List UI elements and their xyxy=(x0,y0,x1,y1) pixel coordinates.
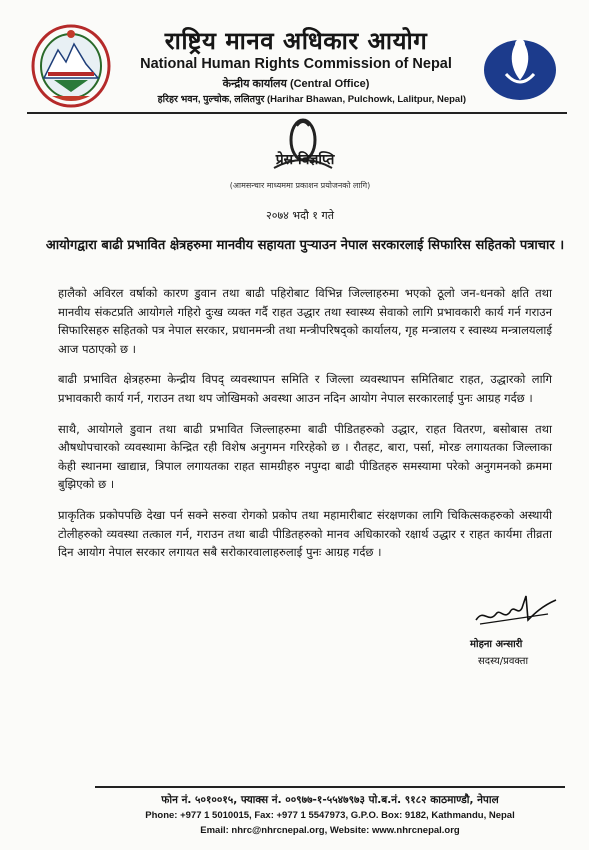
press-release-logo-icon xyxy=(268,118,338,180)
footer-contact-nepali: फोन नं. ५०१००१५, फ्याक्स नं. ००९७७-१-५५४७९७३ पो.ब.नं. ९१८२ काठमाण्डौ, नेपाल xyxy=(161,794,499,806)
nepal-emblem-icon xyxy=(30,20,112,110)
signatory-name: मोहना अन्सारी xyxy=(470,639,523,650)
paragraph-2: बाढी प्रभावित क्षेत्रहरुमा केन्द्रीय विपद् व्यवस्थापन समिति र जिल्ला व्यवस्थापन समितिबाट राहत, उद्धारको लागि प्रभावकारी कार्य गर्न, गराउन तथा थप जोखिमको अवस्था आउन नदिन आयोग नेपाल सरकारलाई पुनः आग्रह गर्दछ । xyxy=(58,372,552,405)
release-date: २०७४ भदौ १ गते xyxy=(266,209,334,222)
footer-divider xyxy=(95,786,565,788)
paragraph-1: हालैको अविरल वर्षाको कारण डुवान तथा बाढी पहिरोबाट विभिन्न जिल्लाहरुमा भएको ठूलो जन-धनको क्षति तथा मानवीय संकटप्रति आयोगले गहिरो दुःख व्यक्त गर्दै राहत उद्धार तथा स्वास्थ्य सेवाको लागि प्रभावकारी कार्य गर्न गराउन सिफारिसहरु सहितको पत्र नेपाल सरकार, प्रधानमन्त्री तथा मन्त्रीपरिषद्को कार्यालय, गृह मन्त्रालय र स्वास्थ्य मन्त्रालयलाई आज पठाएको छ । xyxy=(58,286,552,356)
press-release-note: (आमसन्चार माध्यममा प्रकाशन प्रयोजनको लागि) xyxy=(229,181,371,190)
release-headline: आयोगद्वारा बाढी प्रभावित क्षेत्रहरुमा मानवीय सहायता पुर्‍याउन नेपाल सरकारलाई सिफारिस सहितको पत्राचार । xyxy=(45,238,565,253)
letterhead-divider xyxy=(27,112,567,114)
nhrc-logo-icon xyxy=(480,28,560,108)
paragraph-4: प्राकृतिक प्रकोपपछि देखा पर्न सक्ने सरुवा रोगको प्रकोप तथा महामारीबाट संरक्षणका लागि चिकित्सकहरुको अस्थायी टोलीहरुको व्यवस्था तत्काल गर्न, गराउन तथा बाढी पीडितहरुको मानव अधिकारको रक्षार्थ उद्धार र राहत कार्यमा तीव्रता दिन आयोग नेपाल सरकार लगायत सबै सरोकारवालाहरुलाई पुनः आग्रह गर्दछ । xyxy=(58,507,552,560)
signature-mark xyxy=(470,590,560,630)
footer-email-website: Email: nhrc@nhrcnepal.org, Website: www.nhrcnepal.org xyxy=(200,825,460,836)
signatory-title: सदस्य/प्रवक्ता xyxy=(478,656,529,667)
commission-name-nepali: राष्ट्रिय मानव अधिकार आयोग xyxy=(164,27,428,55)
office-label: केन्द्रीय कार्यालय (Central Office) xyxy=(222,78,370,90)
footer-contact-english: Phone: +977 1 5010015, Fax: +977 1 5547973, G.P.O. Box: 9182, Kathmandu, Nepal xyxy=(145,810,515,821)
commission-name-english: National Human Rights Commission of Nepal xyxy=(140,56,452,72)
press-release-label: प्रेस विज्ञप्ति xyxy=(275,152,335,168)
office-address: हरिहर भवन, पुल्चोक, ललितपुर (Harihar Bhawan, Pulchowk, Lalitpur, Nepal) xyxy=(157,94,466,105)
paragraph-3: साथै, आयोगले डुवान तथा बाढी प्रभावित जिल्लाहरुमा बाढी पीडितहरुको उद्धार, राहत वितरण, बसोबास तथा औषधोपचारको व्यवस्थामा केन्द्रित रही विशेष अनुगमन गरिरहेको छ । रौतहट, बारा, पर्सा, मोरङ लगायतका जिल्लाका केही स्थानमा खाद्यान्न, त्रिपाल लगायतका राहत सामग्रीहरु नपुग्दा बाढी पीडितहरु समस्यामा परेको अनुगमनको क्रममा बुझिएको छ । xyxy=(58,421,552,492)
release-body xyxy=(58,284,552,574)
